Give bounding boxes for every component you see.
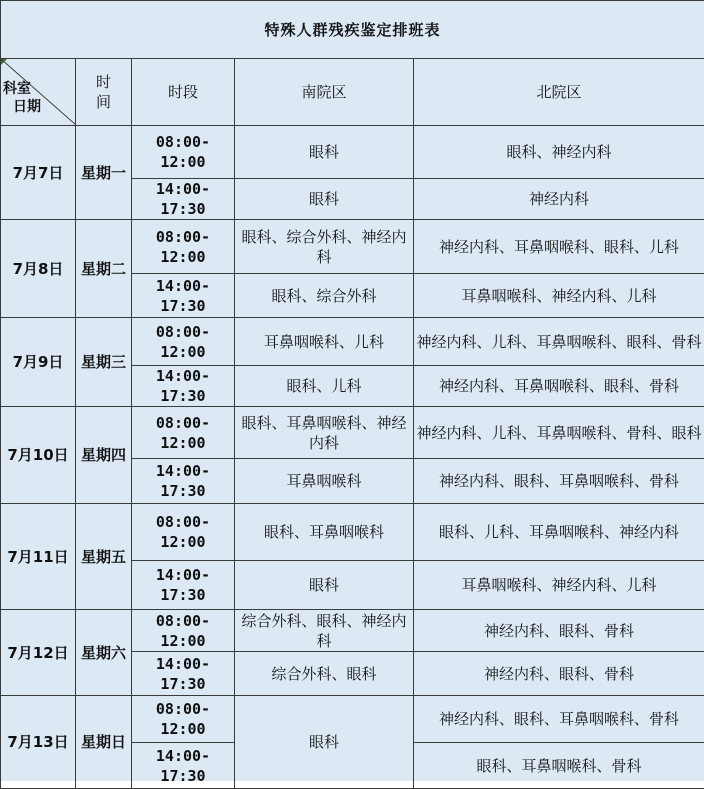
north-campus-cell: 眼科、儿科、耳鼻咽喉科、神经内科 bbox=[414, 504, 704, 561]
table-row bbox=[1, 220, 704, 274]
time-slot-cell: 14:00-17:30 bbox=[132, 179, 235, 220]
table-row bbox=[1, 318, 704, 366]
weekday-cell: 星期一 bbox=[76, 126, 132, 220]
north-campus-cell: 神经内科、眼科、耳鼻咽喉科、骨科 bbox=[414, 459, 704, 504]
time-slot-cell: 14:00-17:30 bbox=[132, 743, 235, 789]
south-campus-cell: 眼科 bbox=[235, 561, 414, 610]
time-slot-cell: 08:00-12:00 bbox=[132, 220, 235, 274]
corner-label-department: 科室 bbox=[3, 81, 31, 97]
north-campus-cell: 神经内科、儿科、耳鼻咽喉科、骨科、眼科 bbox=[414, 407, 704, 459]
north-campus-cell: 神经内科、耳鼻咽喉科、眼科、儿科 bbox=[414, 220, 704, 274]
north-campus-cell: 神经内科、眼科、骨科 bbox=[414, 652, 704, 696]
time-slot-cell: 14:00-17:30 bbox=[132, 274, 235, 318]
south-campus-cell: 综合外科、眼科 bbox=[235, 652, 414, 696]
north-campus-cell: 神经内科、耳鼻咽喉科、眼科、骨科 bbox=[414, 366, 704, 407]
north-campus-cell: 耳鼻咽喉科、神经内科、儿科 bbox=[414, 274, 704, 318]
time-slot-cell: 14:00-17:30 bbox=[132, 459, 235, 504]
header-time-line2: 间 bbox=[78, 92, 129, 112]
north-campus-cell: 眼科、耳鼻咽喉科、骨科 bbox=[414, 743, 704, 789]
time-slot-cell: 08:00-12:00 bbox=[132, 610, 235, 652]
north-campus-cell: 耳鼻咽喉科、神经内科、儿科 bbox=[414, 561, 704, 610]
time-slot-cell: 08:00-12:00 bbox=[132, 126, 235, 179]
north-campus-cell: 神经内科、眼科、耳鼻咽喉科、骨科 bbox=[414, 696, 704, 743]
weekday-cell: 星期二 bbox=[76, 220, 132, 318]
date-cell: 7月9日 bbox=[1, 318, 76, 407]
south-campus-cell: 眼科 bbox=[235, 696, 414, 789]
corner-header-cell bbox=[1, 59, 76, 126]
weekday-cell: 星期日 bbox=[76, 696, 132, 789]
south-campus-cell: 耳鼻咽喉科 bbox=[235, 459, 414, 504]
header-time-line1: 时 bbox=[78, 72, 129, 92]
date-cell: 7月8日 bbox=[1, 220, 76, 318]
south-campus-cell: 眼科、综合外科、神经内科 bbox=[235, 220, 414, 274]
north-campus-cell: 神经内科、儿科、耳鼻咽喉科、眼科、骨科 bbox=[414, 318, 704, 366]
header-time bbox=[76, 59, 132, 126]
table-row bbox=[1, 126, 704, 179]
time-slot-cell: 14:00-17:30 bbox=[132, 561, 235, 610]
weekday-cell: 星期四 bbox=[76, 407, 132, 504]
north-campus-cell: 神经内科 bbox=[414, 179, 704, 220]
south-campus-cell: 眼科 bbox=[235, 126, 414, 179]
date-cell: 7月12日 bbox=[1, 610, 76, 696]
south-campus-cell: 眼科、耳鼻咽喉科、神经内科 bbox=[235, 407, 414, 459]
time-slot-cell: 14:00-17:30 bbox=[132, 652, 235, 696]
south-campus-cell: 综合外科、眼科、神经内科 bbox=[235, 610, 414, 652]
date-cell: 7月7日 bbox=[1, 126, 76, 220]
weekday-cell: 星期五 bbox=[76, 504, 132, 610]
south-campus-cell: 眼科、耳鼻咽喉科 bbox=[235, 504, 414, 561]
time-slot-cell: 08:00-12:00 bbox=[132, 318, 235, 366]
corner-label-date: 日期 bbox=[13, 99, 41, 115]
time-slot-cell: 14:00-17:30 bbox=[132, 366, 235, 407]
page-title: 特殊人群残疾鉴定排班表 bbox=[1, 1, 704, 59]
header-period: 时段 bbox=[132, 59, 235, 126]
table-row bbox=[1, 407, 704, 459]
north-campus-cell: 神经内科、眼科、骨科 bbox=[414, 610, 704, 652]
date-cell: 7月11日 bbox=[1, 504, 76, 610]
south-campus-cell: 耳鼻咽喉科、儿科 bbox=[235, 318, 414, 366]
table-row bbox=[1, 610, 704, 652]
north-campus-cell: 眼科、神经内科 bbox=[414, 126, 704, 179]
header-north-campus: 北院区 bbox=[414, 59, 704, 126]
weekday-cell: 星期六 bbox=[76, 610, 132, 696]
header-row bbox=[1, 59, 704, 126]
time-slot-cell: 08:00-12:00 bbox=[132, 504, 235, 561]
date-cell: 7月13日 bbox=[1, 696, 76, 789]
south-campus-cell: 眼科 bbox=[235, 179, 414, 220]
header-south-campus: 南院区 bbox=[235, 59, 414, 126]
table-row bbox=[1, 696, 704, 743]
south-campus-cell: 眼科、儿科 bbox=[235, 366, 414, 407]
time-slot-cell: 08:00-12:00 bbox=[132, 696, 235, 743]
weekday-cell: 星期三 bbox=[76, 318, 132, 407]
south-campus-cell: 眼科、综合外科 bbox=[235, 274, 414, 318]
table-row bbox=[1, 504, 704, 561]
date-cell: 7月10日 bbox=[1, 407, 76, 504]
time-slot-cell: 08:00-12:00 bbox=[132, 407, 235, 459]
